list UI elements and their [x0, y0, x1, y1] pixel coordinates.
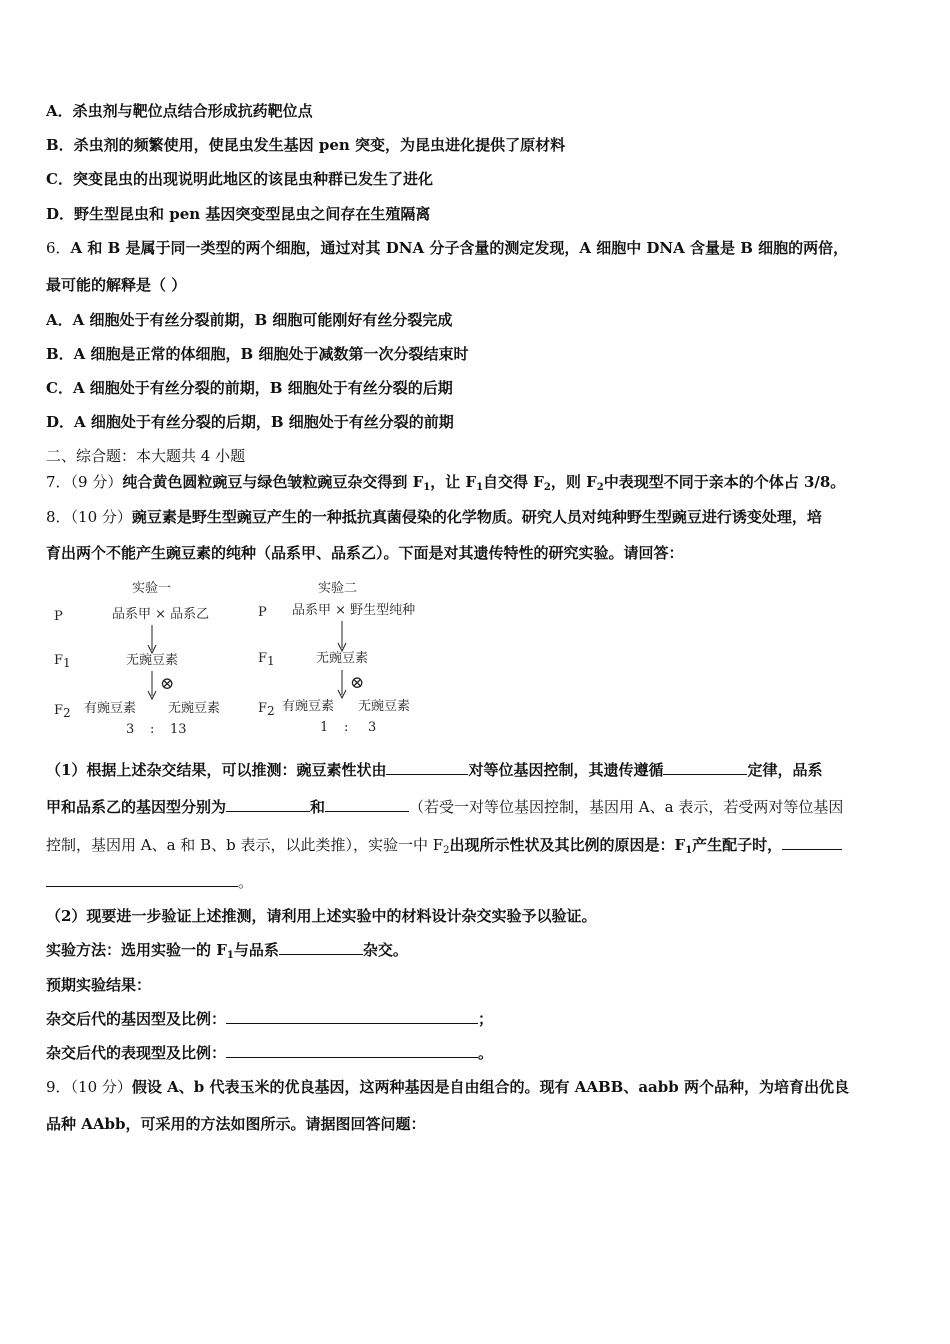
q7-sub-3: 2: [543, 482, 551, 493]
q8-blank-reason-1[interactable]: [782, 835, 842, 850]
exp2-p-label: P: [258, 605, 267, 620]
q6-option-b: B．A 细胞是正常的体细胞，B 细胞处于减数第一次分裂结束时: [46, 345, 469, 363]
q7-sub-1: 1: [423, 482, 431, 493]
q7-text-4: ，则 F: [550, 473, 597, 491]
q8-p1-sub-g: 2: [443, 845, 450, 856]
q9-number: 9．（10 分）: [46, 1078, 132, 1096]
q5-option-a: A．杀虫剂与靶位点结合形成抗药靶位点: [46, 102, 313, 120]
q8-p1-sub-h: 1: [685, 845, 693, 856]
exp2-p-cross: 品系甲 × 野生型纯种: [292, 603, 416, 618]
q8-p1-text-e: 和: [310, 798, 326, 816]
q8-blank-genotype-a[interactable]: [226, 797, 310, 812]
q8-genotype-line: [46, 1009, 908, 1029]
q8-phenotype-line: [46, 1043, 908, 1063]
q8-stem-line2: 育出两个不能产生豌豆素的纯种（品系甲、品系乙）。下面是对其遗传特性的研究实验。请回答：: [46, 544, 684, 562]
exp2-f1-label-sub: 1: [267, 654, 275, 668]
q7-text-1: 纯合黄色圆粒豌豆与绿色皱粒豌豆杂交得到 F: [122, 473, 424, 491]
exp2-f2-right: 无豌豆素: [358, 699, 411, 714]
exp2-self-cross-icon: ⊗: [350, 673, 365, 693]
q7-line: [46, 472, 908, 492]
exp1-f2-label-sub: 2: [63, 706, 71, 720]
q6-stem-text1: A 和 B 是属于同一类型的两个细胞，通过对其 DNA 分子含量的测定发现，A 细胞中 DNA 含量是 B 细胞的两倍，: [70, 239, 849, 257]
q8-blank-genotype-ratio[interactable]: [226, 1009, 478, 1024]
q5-option-d: D．野生型昆虫和 pen 基因突变型昆虫之间存在生殖隔离: [46, 205, 431, 223]
q8-part1-line3: [46, 835, 908, 855]
exp1-ratio-colon: :: [150, 722, 155, 737]
q9-stem-line1: [46, 1077, 908, 1097]
q8-part1-line4: [46, 872, 908, 892]
q6-stem-line1: [46, 238, 908, 258]
exp1-self-cross-icon: ⊗: [160, 674, 175, 694]
q8-blank-strain[interactable]: [279, 940, 363, 955]
q5-option-c: C．突变昆虫的出现说明此地区的该昆虫种群已发生了进化: [46, 170, 433, 188]
q7-text: [122, 473, 845, 491]
section-2-heading: 二、综合题：本大题共 4 小题: [46, 447, 246, 465]
q8-p1-text-h: 出现所示性状及其比例的原因是：F: [449, 836, 686, 854]
exp2-f1-label-text: F: [258, 651, 268, 666]
exp1-ratio-right: 13: [170, 722, 187, 737]
q8-p1-text-d: 甲和品系乙的基因型分别为: [46, 798, 227, 816]
q8-phenotype-label: 杂交后代的表现型及比例：: [46, 1044, 227, 1062]
q9-stem-line2: 品种 AAbb，可采用的方法如图所示。请据图回答问题：: [46, 1115, 426, 1133]
q7-text-3: 自交得 F: [483, 473, 544, 491]
q8-stem-line1: [46, 507, 908, 527]
q6-stem-line2: 最可能的解释是（ ）: [46, 276, 187, 294]
q7-sub-2: 1: [476, 482, 484, 493]
q7-sub-4: 2: [596, 482, 604, 493]
q8-p1-text-b: 对等位基因控制，其遗传遵循: [468, 761, 664, 779]
q8-p1-text-c: 定律，品系: [747, 761, 823, 779]
exp1-title: 实验一: [132, 581, 172, 596]
exp1-f1-label-text: F: [54, 653, 64, 668]
exp1-f1-label-sub: 1: [63, 656, 71, 670]
q8-p1-text-g: 控制，基因用 A、a 和 B、b 表示，以此类推），实验一中 F: [46, 836, 444, 854]
q8-part2: （2）现要进一步验证上述推测，请利用上述实验中的材料设计杂交实验予以验证。: [46, 907, 597, 925]
q8-part1-line2: [46, 797, 908, 817]
exp2-f2-label-sub: 2: [267, 704, 275, 718]
exp2-ratio-left: 1: [320, 720, 329, 735]
q8-method-a: 实验方法：选用实验一的 F: [46, 941, 227, 959]
q7-text-5: 中表现型不同于亲本的个体占 3/8。: [603, 473, 846, 491]
q8-method-c: 杂交。: [362, 941, 408, 959]
q7-number: 7．（9 分）: [46, 473, 123, 491]
exp2-f2-left: 有豌豆素: [282, 699, 335, 714]
exp1-f2-label-text: F: [54, 703, 64, 718]
exp2-f1-text: 无豌豆素: [316, 651, 369, 666]
exp2-ratio-colon: :: [344, 720, 349, 735]
q5-option-b: B．杀虫剂的频繁使用，使昆虫发生基因 pen 突变，为昆虫进化提供了原材料: [46, 136, 566, 154]
q8-blank-reason-2[interactable]: [46, 872, 238, 887]
exp1-f2-label: [54, 703, 71, 720]
q9-stem-text1: 假设 A、b 代表玉米的优良基因，这两种基因是自由组合的。现有 AABB、aabb 两个品种，为培育出优良: [131, 1078, 849, 1096]
q8-method-sub: 1: [226, 950, 234, 961]
cross-experiment-diagram: [46, 578, 446, 743]
exp2-f2-label: [258, 701, 275, 718]
exp1-f2-right: 无豌豆素: [168, 701, 221, 716]
q6-option-a: A．A 细胞处于有丝分裂前期，B 细胞可能刚好有丝分裂完成: [46, 311, 453, 329]
exp1-p-cross: 品系甲 × 品系乙: [112, 607, 210, 622]
exp2-title: 实验二: [318, 581, 358, 596]
q8-number: 8．（10 分）: [46, 508, 132, 526]
q7-text-2: ，让 F: [430, 473, 477, 491]
q6-option-d: D．A 细胞处于有丝分裂的后期，B 细胞处于有丝分裂的前期: [46, 413, 454, 431]
q8-genotype-label: 杂交后代的基因型及比例：: [46, 1010, 227, 1028]
exp1-f1-text: 无豌豆素: [126, 653, 179, 668]
q8-blank-phenotype-ratio[interactable]: [226, 1043, 478, 1058]
q8-p1-text-f: （若受一对等位基因控制，基因用 A、a 表示，若受两对等位基因: [409, 798, 844, 816]
exp1-f1-label: [54, 653, 71, 670]
q8-blank-genotype-b[interactable]: [325, 797, 409, 812]
q8-blank-pairs[interactable]: [386, 760, 468, 775]
exp2-f2-label-text: F: [258, 701, 268, 716]
q8-expected-label: 预期实验结果：: [46, 976, 152, 994]
q8-genotype-end: ；: [478, 1010, 494, 1028]
q8-part1-line1: [46, 760, 908, 780]
exp2-f1-label: [258, 651, 275, 668]
q6-number: 6．: [46, 239, 71, 257]
exp2-ratio-right: 3: [368, 720, 377, 735]
q8-phenotype-end: 。: [478, 1044, 494, 1062]
q8-stem-text1: 豌豆素是野生型豌豆产生的一种抵抗真菌侵染的化学物质。研究人员对纯种野生型豌豆进行诱变处理，培: [131, 508, 822, 526]
q6-option-c: C．A 细胞处于有丝分裂的前期，B 细胞处于有丝分裂的后期: [46, 379, 453, 397]
q8-method-line: [46, 940, 908, 960]
exp1-ratio-left: 3: [126, 722, 135, 737]
q8-blank-law[interactable]: [663, 760, 747, 775]
q8-method-b: 与品系: [233, 941, 279, 959]
q8-p1-end: 。: [238, 873, 254, 891]
q8-p1-text-a: （1）根据上述杂交结果，可以推测：豌豆素性状由: [46, 761, 387, 779]
exp1-f2-left: 有豌豆素: [84, 701, 137, 716]
exp1-p-label: P: [54, 609, 63, 624]
q8-p1-text-i: 产生配子时，: [692, 836, 783, 854]
